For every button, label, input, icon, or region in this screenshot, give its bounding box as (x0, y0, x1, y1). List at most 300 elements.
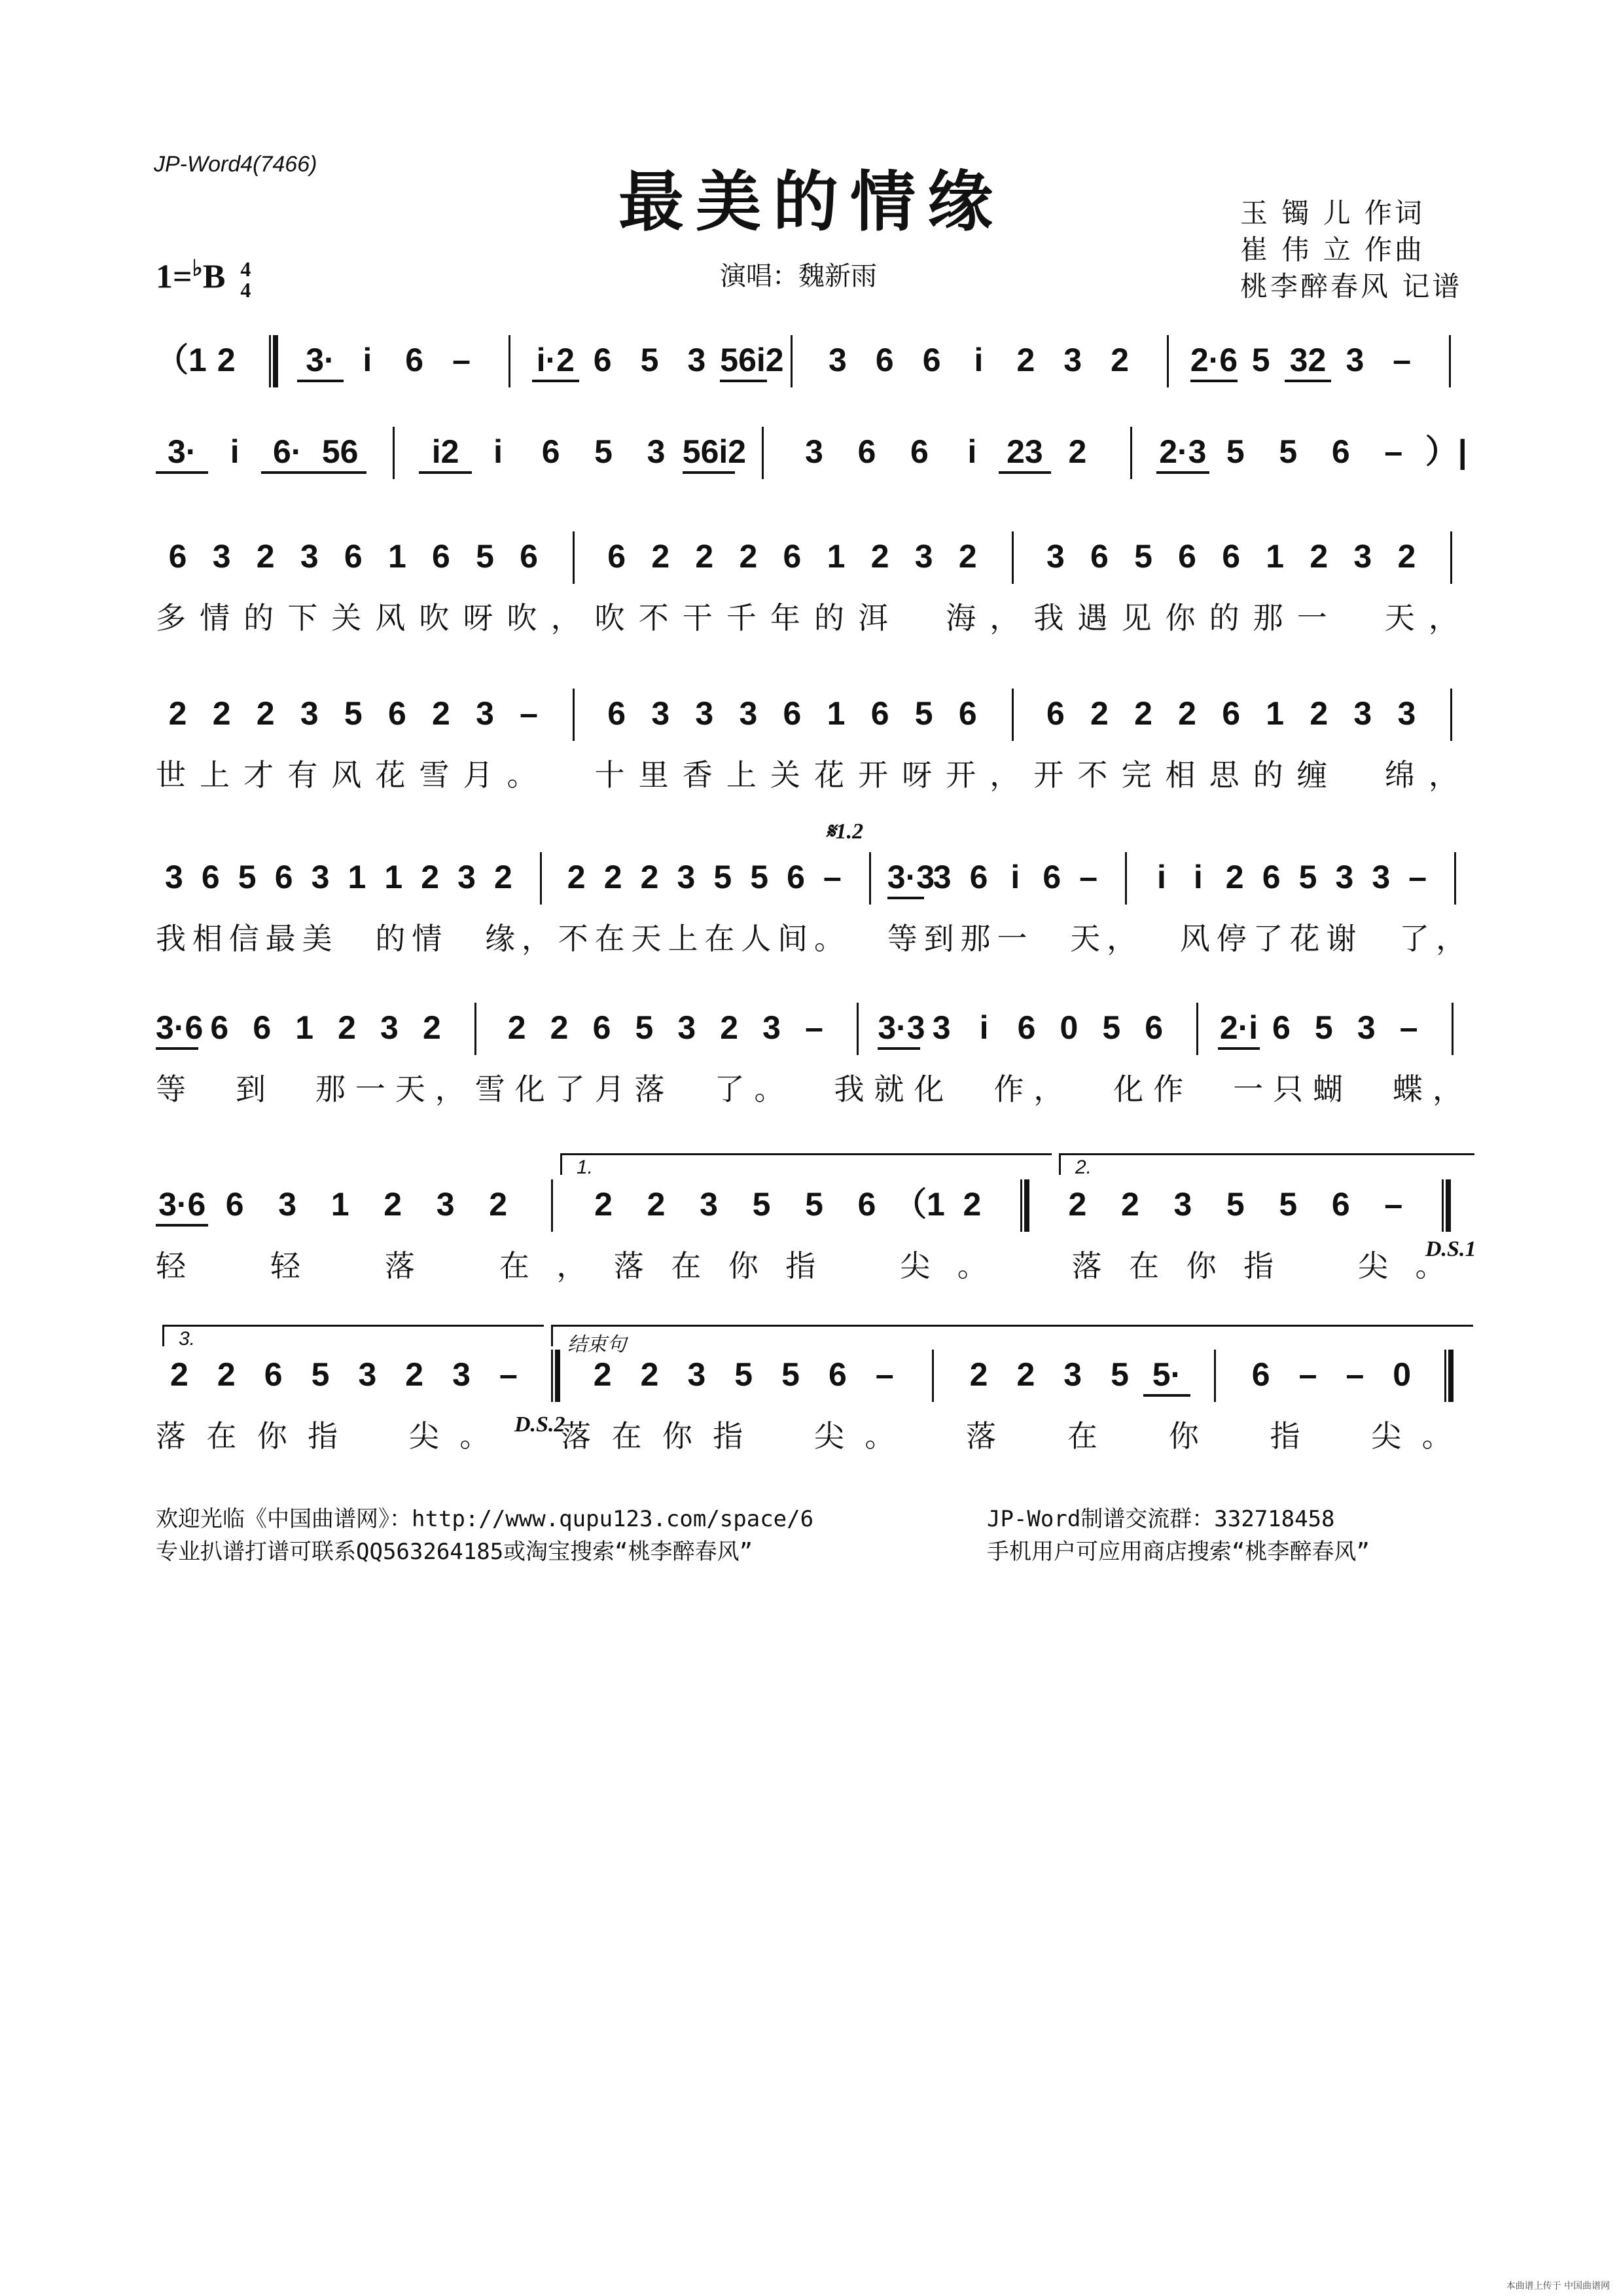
note: 3 (687, 342, 706, 378)
ending-label: 结束句 (567, 1334, 626, 1355)
lyric-syllable: 在 (206, 1418, 237, 1454)
lyric-syllable: 相 (192, 921, 223, 956)
note: 5 (914, 695, 933, 732)
lyric-syllable: ， (990, 600, 1020, 636)
lyric-syllable: 的 (1253, 757, 1283, 793)
note: 2 (168, 695, 187, 732)
lyric-syllable: 间 (777, 921, 808, 956)
note: 3 (739, 695, 758, 732)
note: 2 (1178, 695, 1196, 732)
lyric-syllable: 缠 (1296, 757, 1327, 793)
note: 5 (1298, 859, 1317, 895)
barline (1196, 1003, 1198, 1055)
note: 2 (1225, 859, 1244, 895)
note: 6 (1222, 695, 1241, 732)
lyric-syllable: 的 (375, 921, 406, 956)
note: 2 (640, 859, 659, 895)
note: – (452, 342, 471, 378)
lyric-syllable: ， (1436, 921, 1467, 956)
notes-row (156, 432, 1472, 484)
volta-3 (162, 1325, 544, 1350)
lyric-syllable: 落 (384, 1248, 415, 1283)
note: 6 (857, 1186, 876, 1223)
lyric-syllable: ， (1033, 1071, 1064, 1107)
note: 3 (700, 1186, 718, 1223)
lyric-syllable: 只 (1273, 1071, 1304, 1107)
note: – (823, 859, 842, 895)
lyric-syllable: 天 (631, 921, 662, 956)
note: 1 (827, 695, 846, 732)
lyric-syllable: 到 (235, 1071, 266, 1107)
note: i (1193, 859, 1203, 895)
lyric-syllable: 月 (594, 1071, 625, 1107)
lyric-syllable: 轻 (270, 1248, 300, 1283)
lyric-syllable: 我 (156, 921, 186, 956)
note: 1 (384, 859, 403, 895)
lyric-syllable: 风 (1179, 921, 1210, 956)
note: 5 (1111, 1356, 1129, 1393)
note: 3 (1046, 538, 1065, 575)
note: 3 (651, 695, 670, 732)
credits-block (1240, 195, 1462, 305)
note: 6 (1251, 1356, 1270, 1393)
note: 0 (1060, 1009, 1079, 1046)
barline (857, 1003, 859, 1055)
note: 32 (1285, 340, 1332, 382)
note: 3 (300, 695, 319, 732)
note: 6 (1331, 433, 1350, 470)
note: 5 (476, 538, 494, 575)
lyric-syllable: 到 (923, 921, 954, 956)
notes-row (156, 340, 1472, 393)
note: 3 (278, 1186, 297, 1223)
lyric-syllable: 呀 (463, 600, 493, 636)
note: 2 (647, 1186, 666, 1223)
lyric-syllable: 落 (156, 1418, 186, 1454)
note: 2 (1016, 1356, 1035, 1393)
lyric-syllable: 见 (1121, 600, 1152, 636)
lyric-syllable: 最 (265, 921, 296, 956)
lyric-syllable: 你 (257, 1418, 287, 1454)
note: 2 (603, 859, 622, 895)
note: 6 (787, 859, 805, 895)
lyric-syllable: 。 (507, 757, 537, 793)
note: 2 (1120, 1186, 1139, 1223)
note: 3·3 (887, 857, 924, 899)
lyric-syllable: ， (556, 1248, 587, 1283)
note: 6 (1262, 859, 1281, 895)
lyric-syllable: 吹 (594, 600, 625, 636)
note: 3 (1335, 859, 1354, 895)
lyric-syllable: 才 (243, 757, 274, 793)
notes-row (156, 1355, 1472, 1407)
lyrics-row (156, 757, 1472, 796)
lyric-syllable: 化 (514, 1071, 545, 1107)
lyric-syllable: 开 (946, 757, 976, 793)
note: 5 (1279, 433, 1298, 470)
note: 3· (156, 432, 208, 474)
lyric-syllable: 指 (785, 1248, 816, 1283)
note: 2 (870, 538, 889, 575)
note: 2 (422, 1009, 441, 1046)
note: i (230, 433, 240, 470)
lyric-syllable: 作 (1153, 1071, 1184, 1107)
note: – (805, 1009, 823, 1046)
note: 5 (311, 1356, 330, 1393)
note: 2 (217, 342, 236, 378)
note: 2 (256, 538, 275, 575)
lyric-syllable: 在 (1067, 1418, 1097, 1454)
key-note: B (202, 258, 226, 296)
lyric-syllable: 雪 (419, 757, 450, 793)
barline (1214, 1350, 1216, 1402)
note: 5 (1251, 342, 1270, 378)
note: – (1393, 342, 1412, 378)
barline (1125, 852, 1127, 905)
time-signature (240, 259, 251, 300)
lyric-syllable: 呀 (902, 757, 933, 793)
lyric-syllable: 了 (714, 1071, 745, 1107)
note: 3 (452, 1356, 471, 1393)
barline (1012, 689, 1014, 741)
lyric-syllable: 思 (1209, 757, 1240, 793)
note: 6 (958, 695, 977, 732)
lyric-syllable: 。 (865, 1418, 895, 1454)
note: 3 (687, 1356, 706, 1393)
note: 6 (783, 538, 802, 575)
lyric-syllable: 年 (770, 600, 800, 636)
note: 5 (1134, 538, 1152, 575)
lyric-syllable: 你 (662, 1418, 692, 1454)
barline (393, 427, 395, 479)
note: 2 (739, 538, 758, 575)
lyricist-credit: 玉 镯 儿 作词 (1240, 197, 1425, 229)
barline (1130, 427, 1132, 479)
lyric-syllable: 落 (634, 1071, 665, 1107)
lyric-syllable: 落 (561, 1418, 592, 1454)
lyric-syllable: 。 (1415, 1248, 1446, 1283)
singer-label: 演唱：魏新雨 (720, 261, 877, 291)
notes-row (156, 857, 1472, 910)
lyric-syllable: 天 (1070, 921, 1101, 956)
lyric-syllable: 下 (287, 600, 318, 636)
lyric-syllable: 了 (1253, 921, 1283, 956)
barline (1449, 335, 1451, 387)
barline (1450, 689, 1452, 741)
lyric-syllable: 一 (997, 921, 1027, 956)
note: 6 (387, 695, 406, 732)
lyric-syllable: 相 (1165, 757, 1196, 793)
note: – (1384, 1186, 1403, 1223)
lyric-syllable: 尖 (900, 1248, 931, 1283)
note: 6 (607, 538, 626, 575)
lyric-syllable: 的 (1209, 600, 1240, 636)
note: 2 (217, 1356, 236, 1393)
footer-group: JP-Word制谱交流群：332718458 (987, 1506, 1335, 1532)
note: 5 (1102, 1009, 1121, 1046)
lyric-syllable: 那 (960, 921, 991, 956)
composer-credit: 崔 伟 立 作曲 (1240, 234, 1425, 266)
lyrics-row (156, 1071, 1472, 1110)
lyric-syllable: ， (1428, 757, 1459, 793)
note: 6· (261, 432, 313, 474)
note: 6 (593, 342, 612, 378)
note: 3 (914, 538, 933, 575)
ds2-mark: D.S.2 (514, 1412, 565, 1437)
note: 2 (1111, 342, 1129, 378)
lyric-syllable: 多 (156, 600, 186, 636)
lyric-syllable: 上 (668, 921, 698, 956)
note: 3 (677, 1009, 696, 1046)
lyric-syllable: 。 (1421, 1418, 1452, 1454)
lyric-syllable: 在 (499, 1248, 529, 1283)
note: 2·3 (1156, 432, 1209, 474)
note: 2 (489, 1186, 508, 1223)
lyric-syllable: 不 (1077, 757, 1108, 793)
lyric-syllable: 干 (682, 600, 713, 636)
note: 6 (875, 342, 894, 378)
note: 2 (958, 538, 977, 575)
barline (791, 335, 793, 387)
note: 6 (870, 695, 889, 732)
note: i2 (419, 432, 471, 474)
lyric-syllable: 上 (200, 757, 230, 793)
double-barline (1444, 1350, 1454, 1402)
lyric-syllable: 我 (1033, 600, 1064, 636)
lyric-syllable: 在 (594, 921, 625, 956)
flat-sign: ♭ (192, 257, 203, 281)
lyric-syllable: 停 (1216, 921, 1247, 956)
note: 3 (805, 433, 823, 470)
note: 6 (520, 538, 538, 575)
note: 5 (781, 1356, 800, 1393)
lyric-syllable: 风 (331, 757, 362, 793)
note: 3 (436, 1186, 455, 1223)
volta-1 (560, 1153, 1052, 1178)
lyric-syllable: 那 (315, 1071, 346, 1107)
double-barline (1442, 1179, 1451, 1232)
note: 2 (1310, 695, 1329, 732)
note: 3 (677, 859, 696, 895)
lyric-syllable: 。 (957, 1248, 988, 1283)
ds1-mark: D.S.1 (1425, 1237, 1476, 1261)
lyric-syllable: 人 (741, 921, 772, 956)
barline (508, 335, 510, 387)
note: 3 (829, 342, 847, 378)
note: 6 (922, 342, 941, 378)
note: 6 (1043, 859, 1061, 895)
note: ）| (1425, 433, 1467, 470)
note: 1 (1266, 695, 1285, 732)
note: 2·6 (1190, 340, 1238, 382)
lyric-syllable: 情 (200, 600, 230, 636)
note: – (1384, 433, 1403, 470)
lyric-syllable: ， (1433, 1071, 1463, 1107)
note: 2 (170, 1356, 188, 1393)
note: （1 (894, 1186, 945, 1223)
lyric-syllable: 。 (459, 1418, 490, 1454)
lyric-syllable: 情 (412, 921, 442, 956)
note: 3 (212, 538, 231, 575)
app-tag: JP-Word4(7466) (154, 152, 317, 177)
lyric-syllable: 化 (1113, 1071, 1144, 1107)
lyric-syllable: 关 (770, 757, 800, 793)
lyric-syllable: ， (435, 1071, 465, 1107)
lyric-syllable: 作 (993, 1071, 1024, 1107)
note: 2 (1068, 433, 1087, 470)
lyric-syllable: 完 (1121, 757, 1152, 793)
note: 5 (640, 342, 659, 378)
lyric-syllable: 风 (375, 600, 406, 636)
note: – (499, 1356, 518, 1393)
barline (573, 689, 575, 741)
lyric-syllable: 就 (874, 1071, 904, 1107)
note: – (1079, 859, 1098, 895)
lyric-syllable: 世 (156, 757, 186, 793)
lyric-syllable: 等 (887, 921, 918, 956)
lyric-syllable: 轻 (156, 1248, 186, 1283)
lyric-syllable: 花 (814, 757, 844, 793)
lyric-syllable: 谢 (1326, 921, 1357, 956)
lyric-syllable: 不 (638, 600, 669, 636)
lyric-syllable: 。 (754, 1071, 785, 1107)
note: 3·3 (878, 1008, 920, 1050)
footer-left (156, 1503, 813, 1568)
note: i (1156, 859, 1166, 895)
note: i (493, 433, 503, 470)
note: 2 (720, 1009, 739, 1046)
note: 5 (1279, 1186, 1298, 1223)
lyric-syllable: 尖 (1371, 1418, 1402, 1454)
double-barline (269, 335, 278, 387)
note: 1 (387, 538, 406, 575)
lyric-syllable: 香 (682, 757, 713, 793)
note: 2 (432, 695, 450, 732)
meter-bottom: 4 (240, 278, 251, 302)
note: 2 (651, 538, 670, 575)
note: 6 (168, 538, 187, 575)
lyric-syllable: 不 (558, 921, 588, 956)
note: 2 (594, 1186, 613, 1223)
lyric-syllable: 那 (1253, 600, 1283, 636)
note: 3 (1173, 1186, 1192, 1223)
ending-bracket (551, 1325, 1473, 1355)
lyric-syllable: 信 (228, 921, 259, 956)
lyric-syllable: 尖 (814, 1418, 844, 1454)
note: 5 (805, 1186, 823, 1223)
lyric-syllable: 天 (395, 1071, 425, 1107)
lyric-syllable: 花 (375, 757, 406, 793)
lyric-syllable: 在 (611, 1418, 642, 1454)
note: 2 (1090, 695, 1109, 732)
note: 3 (1063, 1356, 1082, 1393)
note: 6 (1178, 538, 1196, 575)
notes-row (156, 537, 1472, 589)
lyric-syllable: 美 (302, 921, 332, 956)
note: 56 (313, 432, 366, 474)
lyric-syllable: 上 (726, 757, 757, 793)
barline (540, 852, 542, 905)
meter-top: 4 (240, 257, 251, 281)
barline (573, 531, 575, 584)
note: 2 (507, 1009, 526, 1046)
note: 2 (1310, 538, 1329, 575)
note: i (967, 433, 977, 470)
lyric-syllable: 关 (331, 600, 362, 636)
note: 1 (1266, 538, 1285, 575)
note: 5 (1314, 1009, 1333, 1046)
note: 5 (1226, 433, 1245, 470)
note: i (1010, 859, 1020, 895)
key-label: 1= (156, 258, 192, 296)
notes-row (156, 1185, 1472, 1237)
note: 2 (963, 1186, 982, 1223)
note: 6 (783, 695, 802, 732)
lyric-syllable: 你 (728, 1248, 758, 1283)
note: 3· (297, 340, 344, 382)
note: 3 (457, 859, 476, 895)
note: 6 (264, 1356, 283, 1393)
note: 3 (358, 1356, 377, 1393)
lyric-syllable: 开 (858, 757, 889, 793)
lyric-syllable: 指 (1243, 1248, 1274, 1283)
lyric-syllable: 落 (1071, 1248, 1102, 1283)
lyric-syllable: 吹 (419, 600, 450, 636)
note: 3 (1357, 1009, 1376, 1046)
lyric-syllable: 的 (814, 600, 844, 636)
lyrics-row (156, 1247, 1472, 1287)
note: 3 (1372, 859, 1391, 895)
note: 2 (494, 859, 512, 895)
footer-app-store: 手机用户可应用商店搜索“桃李醉春风” (987, 1539, 1370, 1565)
note: 1 (295, 1009, 314, 1046)
note: 6 (1222, 538, 1241, 575)
lyric-syllable: 落 (613, 1248, 644, 1283)
note: 2 (1016, 342, 1035, 378)
note: 5 (713, 859, 732, 895)
note: 6 (274, 859, 293, 895)
lyric-syllable: 了 (1399, 921, 1430, 956)
lyric-syllable: ， (990, 757, 1020, 793)
note: 5 (734, 1356, 753, 1393)
footer-site-link[interactable]: 欢迎光临《中国曲谱网》：http://www.qupu123.com/space/6 (156, 1506, 814, 1532)
lyric-syllable: 里 (638, 757, 669, 793)
note: 1 (330, 1186, 349, 1223)
note: 5 (635, 1009, 654, 1046)
note: 2 (256, 695, 275, 732)
note: 6 (1145, 1009, 1164, 1046)
barline (1012, 531, 1014, 584)
lyric-syllable: 开 (1033, 757, 1064, 793)
note: 6 (1090, 538, 1109, 575)
note: 2 (1068, 1186, 1087, 1223)
note: 3 (311, 859, 330, 895)
note: 3 (695, 695, 714, 732)
footer-contact: 专业扒谱打谱可联系QQ563264185或淘宝搜索“桃李醉春风” (156, 1539, 753, 1565)
note: i (363, 342, 372, 378)
barline (474, 1003, 476, 1055)
transcriber-credit: 桃李醉春风 记谱 (1240, 270, 1463, 302)
note: 2 (421, 859, 440, 895)
note: 6 (910, 433, 929, 470)
lyrics-row (156, 600, 1472, 639)
note: 56i2 (683, 432, 735, 474)
lyric-syllable: 十 (594, 757, 625, 793)
note: 6 (1331, 1186, 1350, 1223)
lyric-syllable: 月 (463, 757, 493, 793)
note: – (1346, 1356, 1364, 1393)
note: 5 (238, 859, 257, 895)
